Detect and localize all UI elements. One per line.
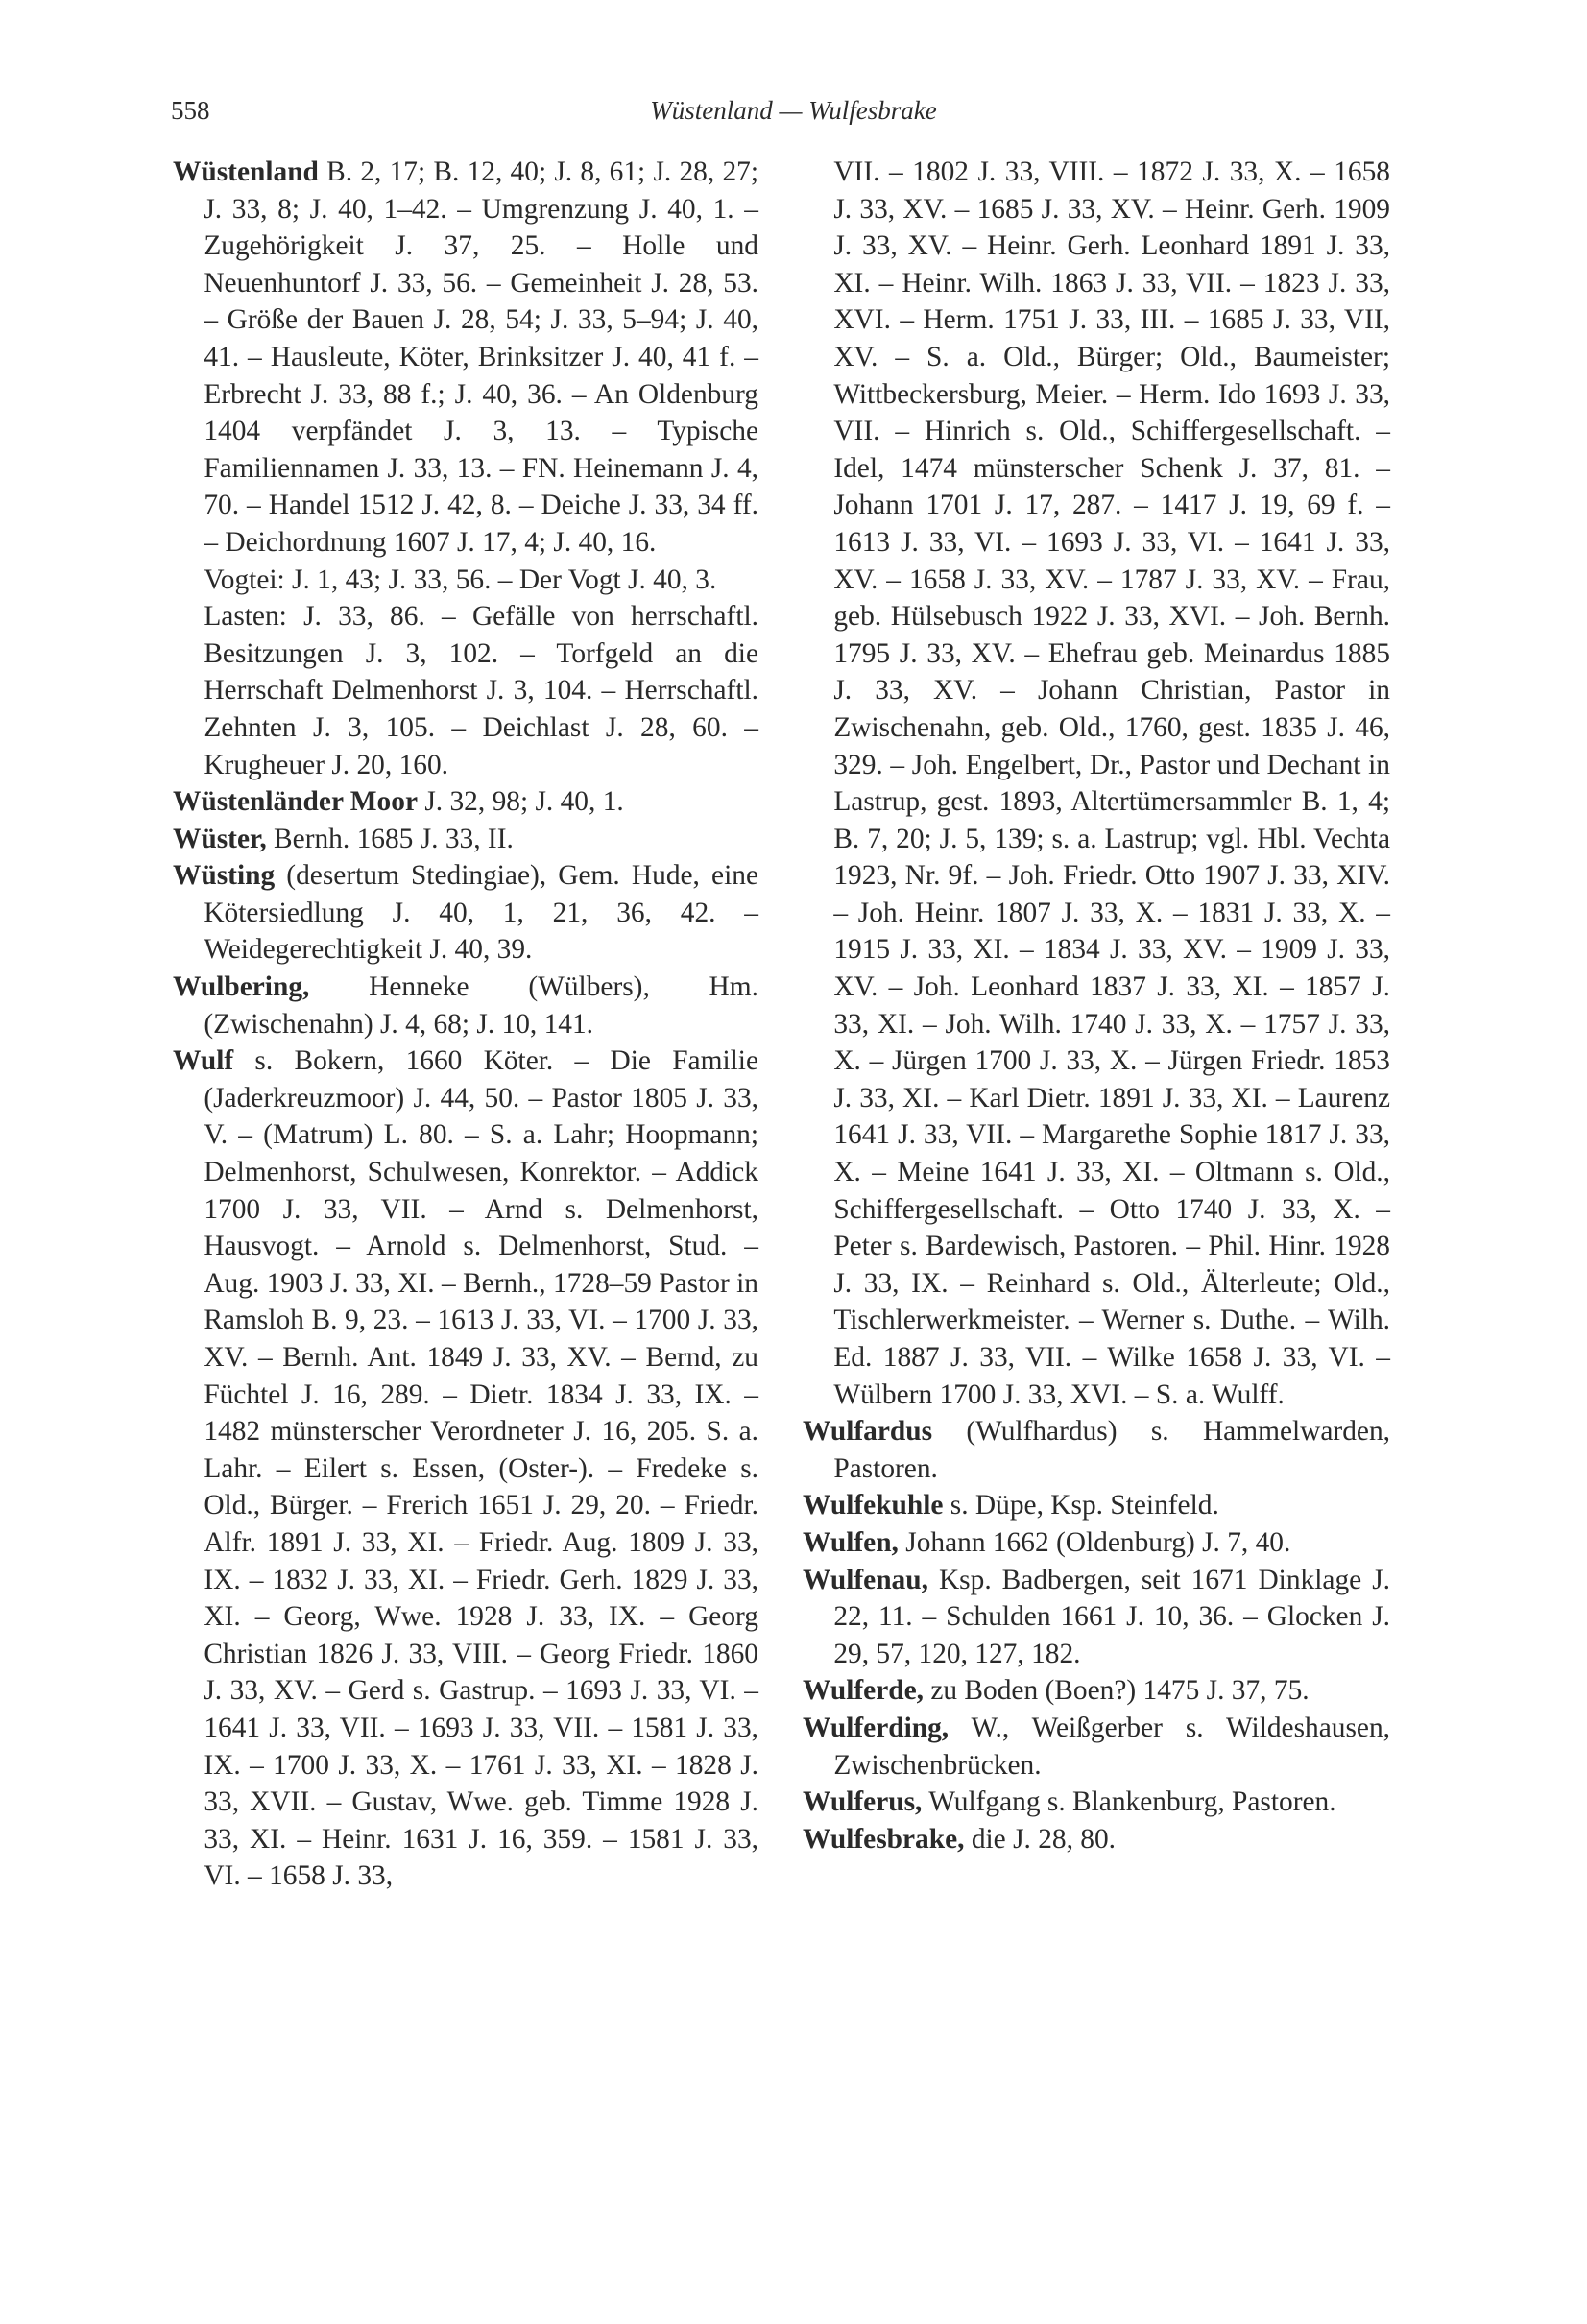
index-subentry <box>173 562 758 599</box>
entry-text: (Wulfhardus) s. Hammelwarden, Pastoren. <box>833 1416 1390 1484</box>
entry-text: Johann 1662 (Oldenburg) J. 7, 40. <box>898 1526 1291 1558</box>
entry-head: Wulfenau, <box>803 1564 928 1595</box>
entry-text: Vogtei: J. 1, 43; J. 33, 56. – Der Vogt J. 40, 3. <box>204 563 717 595</box>
index-entry <box>803 1487 1390 1524</box>
index-entry <box>803 1784 1390 1821</box>
entry-text: J. 32, 98; J. 40, 1. <box>418 786 624 818</box>
left-column <box>173 154 758 1895</box>
entry-text: s. Düpe, Ksp. Steinfeld. <box>943 1490 1219 1521</box>
entry-text: die J. 28, 80. <box>964 1823 1117 1855</box>
right-column <box>803 154 1390 1857</box>
index-subentry <box>173 598 758 783</box>
index-entry <box>173 1042 758 1895</box>
index-entry <box>803 1524 1390 1562</box>
entry-head: Wulferde, <box>803 1675 924 1707</box>
entry-text: Henneke (Wülbers), Hm. (Zwischenahn) J. 4, 68; J. 10, 141. <box>204 971 758 1040</box>
entry-head: Wulfardus <box>803 1416 933 1448</box>
index-entry <box>173 783 758 821</box>
page-number: 558 <box>171 96 210 125</box>
index-entry <box>803 1821 1390 1858</box>
index-entry <box>173 821 758 858</box>
entry-head: Wulfekuhle <box>803 1490 944 1521</box>
entry-text: B. 2, 17; B. 12, 40; J. 8, 61; J. 28, 27; J. 33, 8; J. 40, 1–42. – Umgrenzung J. 40, 1. – Zugehörigkeit J. 37, 25. – Holle und Neuenhuntorf J. 33, 56. – Gemeinheit J. 28, 53. – Größe der Bauen J. 28, 54; J. 33, 5–94; J. 40, 41. – Hausleute, Köter, Brinksitzer J. 40, 41 f. – Erbrecht J. 33, 88 f.; J. 40, 36. – An Oldenburg 1404 verpfändet J. 3, 13. – Typische Familiennamen J. 33, 13. – FN. Heinemann J. 4, 70. – Handel 1512 J. 42, 8. – Deiche J. 33, 34 ff. – Deichordnung 1607 J. 17, 4; J. 40, 16. <box>204 156 758 558</box>
index-entry <box>803 1672 1390 1710</box>
index-subentry <box>803 154 1390 1413</box>
index-entry <box>803 1710 1390 1784</box>
index-entry <box>173 857 758 969</box>
entry-head: Wulf <box>173 1045 234 1077</box>
entry-text: zu Boden (Boen?) 1475 J. 37, 75. <box>924 1675 1310 1707</box>
entry-head: Wüsting <box>173 860 276 892</box>
entry-text: s. Bokern, 1660 Köter. – Die Familie (Jaderkreuzmoor) J. 44, 50. – Pastor 1805 J. 33, V. – (Matrum) L. 80. – S. a. Lahr; Hoopmann; Delmenhorst, Schulwesen, Konrektor. – Addick 1700 J. 33, VII. – Arnd s. Delmenhorst, Hausvogt. – Arnold s. Delmenhorst, Stud. – Aug. 1903 J. 33, XI. – Bernh., 1728–59 Pastor in Ramsloh B. 9, 23. – 1613 J. 33, VI. – 1700 J. 33, XV. – Bernh. Ant. 1849 J. 33, XV. – Bernd, zu Füchtel J. 16, 289. – Dietr. 1834 J. 33, IX. – 1482 münsterscher Verordneter J. 16, 205. S. a. Lahr. – Eilert s. Essen, (Oster-). – Fredeke s. Old., Bürger. – Frerich 1651 J. 29, 20. – Friedr. Alfr. 1891 J. 33, XI. – Friedr. Aug. 1809 J. 33, IX. – 1832 J. 33, XI. – Friedr. Gerh. 1829 J. 33, XI. – Georg, Wwe. 1928 J. 33, IX. – Georg Christian 1826 J. 33, VIII. – Georg Friedr. 1860 J. 33, XV. – Gerd s. Gastrup. – 1693 J. 33, VI. – 1641 J. 33, VII. – 1693 J. 33, VII. – 1581 J. 33, IX. – 1700 J. 33, X. – 1761 J. 33, XI. – 1828 J. 33, XVII. – Gustav, Wwe. geb. Timme 1928 J. 33, XI. – Heinr. 1631 J. 16, 359. – 1581 J. 33, VI. – 1658 J. 33, <box>204 1045 758 1892</box>
entry-head: Wulbering, <box>173 971 310 1003</box>
entry-text: Bernh. 1685 J. 33, II. <box>266 823 514 854</box>
entry-head: Wulfen, <box>803 1526 899 1558</box>
entry-text: W., Weißgerber s. Wildeshausen, Zwischenbrücken. <box>833 1712 1390 1781</box>
entry-head: Wüstenland <box>173 156 319 187</box>
entry-head: Wulferding, <box>803 1712 950 1743</box>
index-entry <box>173 969 758 1042</box>
entry-head: Wulferus, <box>803 1786 923 1818</box>
entry-head: Wulfesbrake, <box>803 1823 965 1855</box>
entry-text: Ksp. Badbergen, seit 1671 Dinklage J. 22, 11. – Schulden 1661 J. 10, 36. – Glocken J. 29, 57, 120, 127, 182. <box>833 1564 1390 1669</box>
entry-text: Lasten: J. 33, 86. – Gefälle von herrschaftl. Besitzungen J. 3, 102. – Torfgeld an die Herrschaft Delmenhorst J. 3, 104. – Herrschaftl. Zehnten J. 3, 105. – Deichlast J. 28, 60. – Krugheuer J. 20, 160. <box>204 601 758 780</box>
entry-head: Wüstenländer Moor <box>173 786 418 818</box>
entry-head: Wüster, <box>173 823 267 854</box>
index-entry <box>803 1562 1390 1673</box>
entry-text: (desertum Stedingiae), Gem. Hude, eine Kötersiedlung J. 40, 1, 21, 36, 42. – Weidegerechtigkeit J. 40, 39. <box>204 860 758 966</box>
entry-text: VII. – 1802 J. 33, VIII. – 1872 J. 33, X. – 1658 J. 33, XV. – 1685 J. 33, XV. – Heinr. Gerh. 1909 J. 33, XV. – Heinr. Gerh. Leonhard 1891 J. 33, XI. – Heinr. Wilh. 1863 J. 33, VII. – 1823 J. 33, XVI. – Herm. 1751 J. 33, III. – 1685 J. 33, VII, XV. – S. a. Old., Bürger; Old., Baumeister; Wittbeckersburg, Meier. – Herm. Ido 1693 J. 33, VII. – Hinrich s. Old., Schiffergesellschaft. – Idel, 1474 münsterscher Schenk J. 37, 81. – Johann 1701 J. 17, 287. – 1417 J. 19, 69 f. – 1613 J. 33, VI. – 1693 J. 33, VI. – 1641 J. 33, XV. – 1658 J. 33, XV. – 1787 J. 33, XV. – Frau, geb. Hülsebusch 1922 J. 33, XVI. – Joh. Bernh. 1795 J. 33, XV. – Ehefrau geb. Meinardus 1885 J. 33, XV. – Johann Christian, Pastor in Zwischenahn, geb. Old., 1760, gest. 1835 J. 46, 329. – Joh. Engelbert, Dr., Pastor und Dechant in Lastrup, gest. 1893, Altertümersammler B. 1, 4; B. 7, 20; J. 5, 139; s. a. Lastrup; vgl. Hbl. Vechta 1923, Nr. 9f. – Joh. Friedr. Otto 1907 J. 33, XIV. – Joh. Heinr. 1807 J. 33, X. – 1831 J. 33, X. – 1915 J. 33, XI. – 1834 J. 33, XV. – 1909 J. 33, XV. – Joh. Leonhard 1837 J. 33, XI. – 1857 J. 33, XI. – Joh. Wilh. 1740 J. 33, X. – 1757 J. 33, X. – Jürgen 1700 J. 33, X. – Jürgen Friedr. 1853 J. 33, XI. – Karl Dietr. 1891 J. 33, XI. – Laurenz 1641 J. 33, VII. – Margarethe Sophie 1817 J. 33, X. – Meine 1641 J. 33, XI. – Oltmann s. Old., Schiffergesellschaft. – Otto 1740 J. 33, X. – Peter s. Bardewisch, Pastoren. – Phil. Hinr. 1928 J. 33, IX. – Reinhard s. Old., Älterleute; Old., Tischlerwerkmeister. – Werner s. Duthe. – Wilh. Ed. 1887 J. 33, VII. – Wilke 1658 J. 33, VI. – Wülbern 1700 J. 33, XVI. – S. a. Wulff. <box>833 156 1390 1410</box>
index-entry <box>803 1413 1390 1487</box>
entry-text: Wulfgang s. Blankenburg, Pastoren. <box>922 1786 1336 1818</box>
index-entry <box>173 154 758 562</box>
running-head: Wüstenland — Wulfesbrake <box>650 96 937 125</box>
